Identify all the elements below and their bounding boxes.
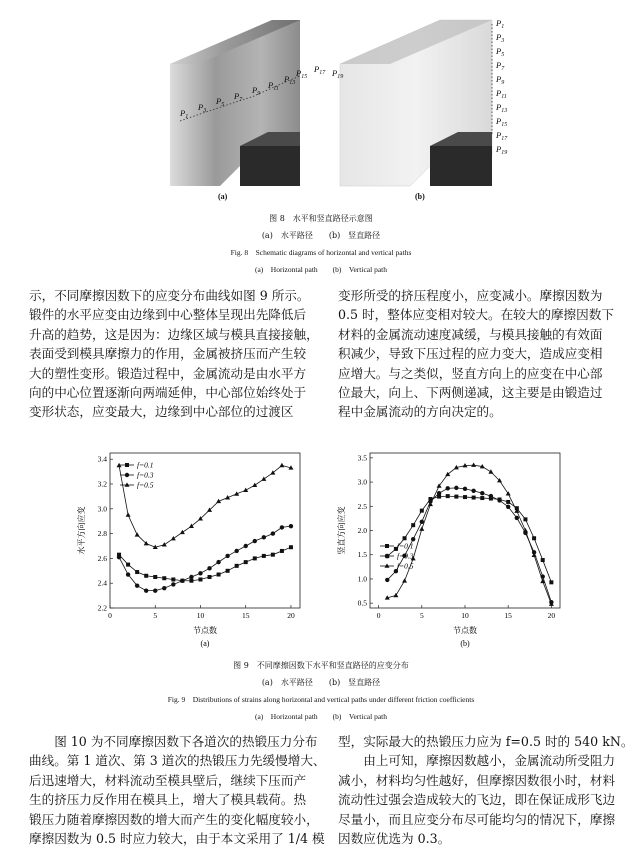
data-point	[403, 536, 407, 540]
legend-label: f=0.5	[137, 480, 154, 490]
data-point	[411, 523, 415, 527]
fig8-caption-en-sub: (a) Horizontal path (b) Vertical path	[254, 265, 388, 274]
x-tick-label: 5	[419, 611, 424, 620]
path-point-label: $P_{17}$	[496, 130, 508, 142]
data-point	[454, 495, 458, 499]
fig9-caption-cn-sub: (a) 水平路径 (b) 竖直路径	[261, 678, 381, 687]
figure-8-illustration	[140, 6, 508, 206]
data-point	[271, 553, 275, 557]
x-tick-label: 5	[153, 611, 158, 620]
x-axis-label: 节点数	[193, 626, 217, 635]
data-point	[262, 554, 266, 558]
text-line: 生的挤压力反作用在模具上，增大了模具载荷。热	[29, 792, 307, 808]
data-point	[454, 486, 458, 490]
paragraph-2-left	[29, 732, 326, 848]
path-point-label: $P_{15}$	[296, 68, 308, 80]
data-point	[471, 489, 475, 493]
path-point-label: $P_9$	[252, 85, 261, 97]
x-tick-label: 0	[108, 611, 112, 620]
path-point-label: $P_{13}$	[284, 74, 296, 86]
data-point	[243, 488, 248, 492]
data-point	[126, 563, 130, 567]
text-line: 位最大，向上、下两侧递减，这主要是由锻造过	[338, 385, 603, 401]
x-tick-label: 15	[241, 611, 250, 620]
data-point	[234, 549, 238, 553]
path-point-label: $P_1$	[496, 18, 505, 30]
text-line: 摩擦因数为 0.5 时应力较大，由于本文采用了 1/4 模	[29, 831, 325, 847]
data-point	[189, 579, 193, 583]
data-point	[253, 539, 257, 543]
path-point-label: $P_3$	[198, 102, 207, 114]
data-point	[463, 487, 467, 491]
text-line: 示，不同摩擦因数下的应变分布曲线如图 9 所示。	[29, 288, 310, 303]
data-point	[162, 586, 166, 590]
legend-marker	[385, 544, 389, 548]
text-line: 应增大。与之类似，竖直方向上的应变在中心部	[338, 365, 603, 381]
data-point	[497, 498, 501, 502]
path-point-label: $P_7$	[496, 60, 505, 72]
y-axis-label: 竖直方向应变	[337, 506, 346, 555]
text-line: 表面受到模具摩擦力的作用，金属被挤压而产生较	[29, 346, 307, 362]
y-tick-label: 2.8	[97, 529, 107, 539]
data-point	[189, 575, 193, 579]
paragraph-1-left	[29, 286, 319, 422]
path-point-label: $P_{11}$	[496, 88, 507, 100]
x-tick-label: 0	[376, 611, 381, 620]
paragraph-1-right	[338, 286, 628, 422]
data-point	[226, 569, 230, 573]
path-point-label: $P_{19}$	[332, 68, 344, 80]
text-line: 变形状态，应变最大，边缘到中心部位的过渡区	[29, 404, 294, 420]
data-point	[153, 575, 157, 579]
fig8-caption-cn-sub: (a) 水平路径 (b) 竖直路径	[261, 231, 381, 240]
data-point	[144, 588, 148, 592]
series-f-0-1	[117, 545, 293, 582]
fig8-caption-cn: 图 8 水平和竖直路径示意图	[269, 214, 373, 223]
data-point	[420, 509, 424, 513]
legend-label: f=0.1	[137, 460, 154, 470]
legend-label: f=0.1	[397, 541, 414, 551]
y-tick-label: 3.0	[357, 477, 367, 487]
data-point	[171, 582, 175, 586]
subfigure-label: (a)	[200, 639, 210, 648]
path-point-label: $P_{13}$	[496, 102, 508, 114]
data-point	[488, 469, 493, 473]
legend-entry	[120, 481, 154, 490]
fig9-caption-en: Fig. 9 Distributions of strains along horizontal and vertical paths under different friction coefficients	[167, 695, 475, 704]
data-point	[480, 496, 484, 500]
data-point	[126, 512, 131, 516]
data-point	[153, 588, 157, 592]
text-line: 大的塑性变形。锻造过程中，金属流动是由水平方	[29, 365, 307, 381]
data-point	[262, 535, 266, 539]
fig8-sub-b: (b)	[415, 192, 425, 201]
legend-label: f=0.3	[397, 551, 414, 561]
data-point	[289, 545, 293, 549]
x-tick-label: 10	[196, 611, 205, 620]
y-tick-label: 2.0	[357, 526, 367, 535]
y-tick-label: 3.4	[97, 454, 107, 464]
data-point	[393, 593, 398, 597]
data-point	[445, 472, 450, 476]
series-f-0-5	[385, 463, 554, 606]
path-point-label: $P_7$	[234, 91, 243, 103]
series-line	[387, 465, 551, 604]
data-point	[402, 578, 407, 582]
data-point	[532, 536, 536, 540]
data-point	[126, 572, 130, 576]
y-tick-label: 2.4	[97, 578, 107, 588]
fig8-sub-a: (a)	[218, 192, 228, 201]
data-point	[235, 564, 239, 568]
data-point	[446, 486, 450, 490]
data-point	[171, 577, 175, 581]
fig8-caption-en: Fig. 8 Schematic diagrams of horizontal and vertical paths	[230, 248, 412, 257]
data-point	[207, 566, 211, 570]
text-line: 由上可知，摩擦因数越小，金属流动所受阻力	[338, 753, 616, 769]
data-point	[162, 542, 167, 546]
path-point-label: $P_{11}$	[268, 80, 279, 92]
data-point	[171, 536, 176, 540]
vertical-path-labels	[495, 18, 508, 156]
legend-marker	[125, 463, 129, 467]
chart-vertical-strain	[330, 445, 570, 650]
text-line: 向的中心位置逐渐向两端延伸，中心部位始终处于	[29, 385, 307, 401]
y-tick-label: 0.5	[357, 598, 367, 608]
legend-marker	[125, 473, 129, 477]
y-tick-label: 2.5	[357, 501, 367, 511]
data-point	[385, 578, 389, 582]
data-point	[280, 525, 284, 529]
y-tick-label: 3.5	[357, 453, 367, 463]
data-point	[217, 573, 221, 577]
data-point	[261, 476, 266, 480]
text-line: 锻压力随着摩擦因数的增大而产生的变化幅度较小，	[29, 811, 319, 827]
y-tick-label: 2.6	[97, 553, 107, 563]
legend-entry	[120, 471, 154, 480]
data-point	[252, 483, 257, 487]
data-point	[541, 558, 545, 562]
text-line: 程中金属流动的方向决定的。	[338, 404, 502, 420]
text-line: 尽量小，而且应变分布尽可能均匀的情况下，摩擦	[338, 811, 616, 827]
text-line: 型，实际最大的热锻压力应为 f=0.5 时的 540 kN。	[338, 734, 634, 749]
data-point	[279, 463, 284, 467]
text-line: 后迅速增大，材料流动至模具壁后，继续下压而产	[29, 772, 307, 788]
text-line: 升高的趋势，这是因为：边缘区域与模具直接接触，	[29, 326, 319, 342]
data-point	[463, 495, 467, 499]
text-line: 变形所受的挤压程度小，应变减小。摩擦因数为	[338, 288, 603, 303]
data-point	[480, 491, 484, 495]
data-point	[253, 556, 257, 560]
text-line: 锻件的水平应变由边缘到中心整体呈现出先降低后	[29, 307, 307, 323]
data-point	[225, 554, 229, 558]
data-point	[216, 560, 220, 564]
text-line: 因数应优选为 0.3。	[338, 831, 451, 847]
y-tick-label: 1.0	[357, 574, 367, 584]
data-point	[280, 549, 284, 553]
data-point	[437, 491, 441, 495]
data-point	[289, 524, 293, 528]
data-point	[198, 577, 202, 581]
chart-horizontal-strain	[70, 445, 310, 650]
data-point	[117, 555, 121, 559]
data-point	[419, 526, 424, 530]
fig9-caption-en-sub: (a) Horizontal path (b) Vertical path	[254, 712, 388, 721]
data-point	[420, 520, 424, 524]
text-line: 减小，材料均匀性越好，但摩擦因数很小时，材料	[338, 772, 616, 788]
legend-marker	[125, 482, 130, 486]
y-tick-label: 3.2	[97, 479, 107, 489]
x-tick-label: 10	[461, 611, 469, 620]
path-point-label: $P_5$	[216, 96, 225, 108]
text-line: 图 10 为不同摩擦因数下各道次的热锻压力分布	[29, 734, 318, 749]
forging-model-b	[340, 20, 492, 186]
data-point	[506, 505, 510, 509]
text-line: 材料的金属流动速度减缓，与模具接触的有效面	[338, 326, 603, 342]
data-point	[472, 496, 476, 500]
path-point-label: $P_3$	[496, 32, 505, 44]
legend-marker	[385, 563, 390, 567]
legend-entry	[120, 461, 154, 470]
legend-label: f=0.3	[137, 470, 154, 480]
data-point	[471, 463, 476, 467]
path-point-label: $P_{17}$	[314, 64, 326, 76]
data-point	[135, 570, 139, 574]
data-point	[198, 571, 202, 575]
x-axis-label: 节点数	[453, 626, 477, 635]
path-point-label: $P_{15}$	[496, 116, 508, 128]
data-point	[271, 531, 275, 535]
y-tick-label: 3.0	[97, 504, 107, 514]
series-f-0-3	[117, 524, 293, 593]
fig9-caption-cn: 图 9 不同摩擦因数下水平和竖直路径的应变分布	[233, 661, 409, 670]
text-line: 0.5 时，整体应变相对较大。在较大的摩擦因数下	[338, 307, 614, 323]
legend-entry	[380, 552, 414, 561]
plot-frame	[370, 453, 560, 608]
paragraph-2-right	[338, 732, 634, 848]
legend-entry	[380, 542, 414, 551]
data-point	[515, 516, 519, 520]
path-point-label: $P_{19}$	[496, 144, 508, 156]
y-tick-label: 1.5	[357, 550, 367, 560]
subfigure-label: (b)	[460, 639, 470, 648]
data-point	[208, 575, 212, 579]
forging-model-a	[170, 20, 300, 186]
data-point	[244, 560, 248, 564]
data-point	[489, 494, 493, 498]
y-tick-label: 2.2	[97, 603, 107, 613]
data-point	[180, 530, 185, 534]
data-point	[446, 494, 450, 498]
data-point	[244, 544, 248, 548]
x-tick-label: 15	[504, 611, 512, 620]
x-tick-label: 20	[547, 611, 556, 620]
data-point	[162, 576, 166, 580]
data-point	[135, 532, 140, 536]
y-axis-label: 水平方向应变	[77, 506, 86, 555]
legend-marker	[385, 554, 389, 558]
text-line: 积减少，导致下压过程的应力变大，造成应变相	[338, 346, 603, 362]
data-point	[506, 500, 510, 504]
data-point	[180, 579, 184, 583]
data-point	[549, 580, 553, 584]
path-point-label: $P_1$	[180, 108, 189, 120]
data-point	[144, 574, 148, 578]
figure-8	[140, 6, 508, 206]
text-line: 曲线。第 1 道次、第 3 道次的热锻压力先缓慢增大、	[29, 753, 326, 769]
x-tick-label: 20	[287, 611, 295, 620]
text-line: 流动性过强会造成较大的飞边，即在保证成形飞边	[338, 792, 616, 808]
legend-label: f=0.5	[397, 561, 414, 571]
data-point	[135, 583, 139, 587]
path-point-label: $P_9$	[496, 74, 505, 86]
legend-entry	[380, 562, 414, 571]
data-point	[523, 517, 527, 521]
path-point-label: $P_5$	[496, 46, 505, 58]
